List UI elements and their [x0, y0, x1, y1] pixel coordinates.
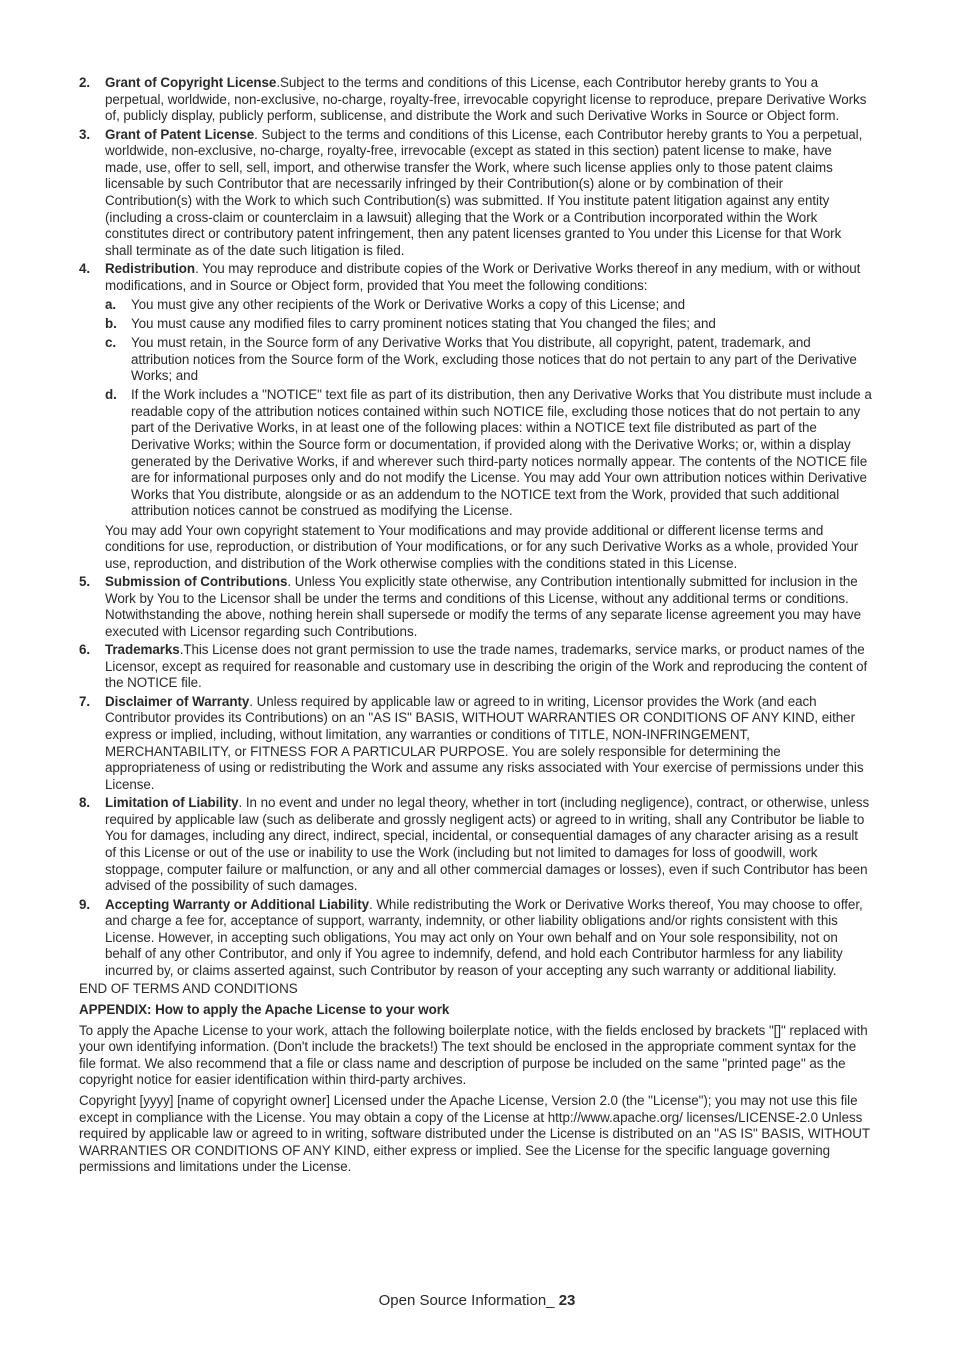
page-footer: [0, 1292, 954, 1309]
item-number: 9.: [79, 896, 91, 912]
item-number: 2.: [79, 75, 91, 90]
item-title: Grant of Patent License: [105, 126, 255, 142]
item-number: 5.: [79, 574, 91, 590]
list-item-trademarks: [79, 642, 872, 692]
sub-item-text: You must retain, in the Source form of any Derivative Works that You distribute, all copyright, patent, trademark, and attribution notices from the Source form of the Work, excluding those notices that do not pertain to any part of the Derivative Works; and: [131, 335, 857, 384]
item-title: Redistribution: [105, 261, 196, 277]
footer-label: Open Source Information_: [378, 1292, 559, 1309]
sub-list-item-c: [105, 335, 872, 385]
item-number: 8.: [79, 795, 91, 811]
item-text: . While redistributing the Work or Derivative Works thereof, You may choose to offer, and charge a fee for, acceptance of support, warranty, indemnity, or other liability obligations and/or rights consistent with this License. However, in accepting such obligations, You may act only on Your own behalf and on Your sole responsibility, not on behalf of any other Contributor, and only if You agree to indemnify, defend, and hold each Contributor harmless for any liability incurred by, or claims asserted against, such Contributor by reason of your accepting any such warranty or additional liability.: [105, 896, 863, 978]
end-of-terms: END OF TERMS AND CONDITIONS: [79, 981, 298, 997]
license-content: [79, 75, 872, 1180]
item-number: 7.: [79, 693, 91, 709]
sub-list-item-d: [105, 387, 872, 520]
appendix-paragraph-1: To apply the Apache License to your work, attach the following boilerplate notice, with the fields enclosed by brackets "[]" replaced with your own identifying information. (Don't include the brackets!) The text should be enclosed in the appropriate comment syntax for the file format. We also recommend that a file or class name and description of purpose be included on the same "printed page" as the copyright notice for easier identification within third-party archives.: [79, 1022, 868, 1088]
page-number: 23: [558, 1292, 576, 1309]
appendix-paragraph-2: Copyright [yyyy] [name of copyright owner] Licensed under the Apache License, Version 2.0 (the "License"); you may not use this file except in compliance with the License. You may obtain a copy of the License at http://www.apache.org/ licenses/LICENSE-2.0 Unless required by applicable law or agreed to in writing, software distributed under the License is distributed on an "AS IS" BASIS, WITHOUT WARRANTIES OR CONDITIONS OF ANY KIND, either express or implied. See the License for the specific language governing permissions and limitations under the License.: [79, 1092, 870, 1175]
item-text: . You may reproduce and distribute copies of the Work or Derivative Works thereof in any medium, with or without modifications, and in Source or Object form, provided that You meet the following conditions:: [105, 261, 861, 293]
item-title: Trademarks: [105, 642, 180, 658]
item-title: Grant of Copyright License: [105, 75, 277, 90]
list-item-submission: [79, 574, 872, 640]
sub-item-text: If the Work includes a "NOTICE" text file as part of its distribution, then any Derivative Works that You distribute must include a readable copy of the attribution notices contained within such NOTICE file, excluding those notices that do not pertain to any part of the Derivative Works, in at least one of the following places: within a NOTICE text file distributed as part of the Derivative Works; within the Source form or documentation, if provided along with the Derivative Works; or, within a display generated by the Derivative Works, if and wherever such third-party notices normally appear. The contents of the NOTICE file are for informational purposes only and do not modify the License. You may add Your own attribution notices within Derivative Works that You distribute, alongside or as an addendum to the NOTICE text from the Work, provided that such additional attribution notices cannot be construed as modifying the License.: [131, 387, 872, 519]
item-text: .This License does not grant permission to use the trade names, trademarks, service marks, or product names of the Licensor, except as required for reasonable and customary use in describing the origin of the Work and reproducing the content of the NOTICE file.: [105, 642, 868, 691]
item-title: Accepting Warranty or Additional Liability: [105, 896, 369, 912]
sub-list-item-a: [105, 297, 872, 314]
item-text: .Subject to the terms and conditions of this License, each Contributor hereby grants to You a perpetual, worldwide, non-exclusive, no-charge, royalty-free, irrevocable copyright license to reproduce, prepare Derivative Works of, publicly display, publicly perform, sublicense, and distribute the Work and such Derivative Works in Source or Object form.: [105, 75, 867, 124]
redistribution-continuation: You may add Your own copyright statement to Your modifications and may provide additional or different license terms and conditions for use, reproduction, or distribution of Your modifications, or for any such Derivative Works as a whole, provided Your use, reproduction, and distribution of the Work otherwise complies with the conditions stated in this License.: [105, 522, 859, 571]
item-text: . Unless required by applicable law or agreed to in writing, Licensor provides the Work (and each Contributor provides its Contributions) on an "AS IS" BASIS, WITHOUT WARRANTIES OR CONDITIONS OF ANY KIND, either express or implied, including, without limitation, any warranties or conditions of TITLE, NON-INFRINGEMENT, MERCHANTABILITY, or FITNESS FOR A PARTICULAR PURPOSE. You are solely responsible for determining the appropriateness of using or redistributing the Work and assume any risks associated with Your exercise of permissions under this License.: [105, 693, 864, 792]
item-text: . Unless You explicitly state otherwise, any Contribution intentionally submitted for inclusion in the Work by You to the Licensor shall be under the terms and conditions of this License, without any additional terms or conditions. Notwithstanding the above, nothing herein shall supersede or modify the terms of any separate license agreement you may have executed with Licensor regarding such Contributions.: [105, 574, 862, 639]
list-item-copyright-license: [79, 75, 872, 125]
item-title: Submission of Contributions: [105, 574, 288, 590]
item-title: Limitation of Liability: [105, 795, 239, 811]
sub-item-letter: c.: [105, 335, 117, 350]
list-item-disclaimer: [79, 694, 872, 794]
item-title: Disclaimer of Warranty: [105, 693, 250, 709]
sub-item-letter: d.: [105, 387, 117, 403]
sub-item-letter: b.: [105, 315, 117, 331]
list-item-liability: [79, 795, 872, 895]
item-number: 6.: [79, 642, 91, 658]
sub-list-item-b: [105, 316, 872, 333]
list-item-accepting-warranty: [79, 897, 872, 980]
sub-item-text: You must cause any modified files to carry prominent notices stating that You changed the files; and: [131, 315, 716, 331]
item-number: 4.: [79, 261, 91, 277]
sub-item-text: You must give any other recipients of the Work or Derivative Works a copy of this License; and: [131, 296, 686, 312]
list-item-patent-license: [79, 127, 872, 260]
sub-item-letter: a.: [105, 296, 117, 312]
item-text: . In no event and under no legal theory, whether in tort (including negligence), contract, or otherwise, unless required by applicable law (such as deliberate and grossly negligent acts) or agreed to in writing, shall any Contributor be liable to You for damages, including any direct, indirect, special, incidental, or consequential damages of any character arising as a result of this License or out of the use or inability to use the Work (including but not limited to damages for loss of goodwill, work stoppage, computer failure or malfunction, or any and all other commercial damages or losses), even if such Contributor has been advised of the possibility of such damages.: [105, 795, 870, 894]
appendix-heading: APPENDIX: How to apply the Apache License to your work: [79, 1001, 450, 1017]
list-item-redistribution: [79, 261, 872, 572]
item-number: 3.: [79, 126, 91, 142]
item-text: . Subject to the terms and conditions of this License, each Contributor hereby grants to You a perpetual, worldwide, non-exclusive, no-charge, royalty-free, irrevocable (except as stated in this section) patent license to make, have made, use, offer to sell, sell, import, and otherwise transfer the Work, where such license applies only to those patent claims licensable by such Contributor that are necessarily infringed by their Contribution(s) alone or by combination of their Contribution(s) with the Work to which such Contribution(s) was submitted. If You institute patent litigation against any entity (including a cross-claim or counterclaim in a lawsuit) alleging that the Work or a Contribution incorporated within the Work constitutes direct or contributory patent infringement, then any patent licenses granted to You under this License for that Work shall terminate as of the date such litigation is filed.: [105, 126, 863, 258]
